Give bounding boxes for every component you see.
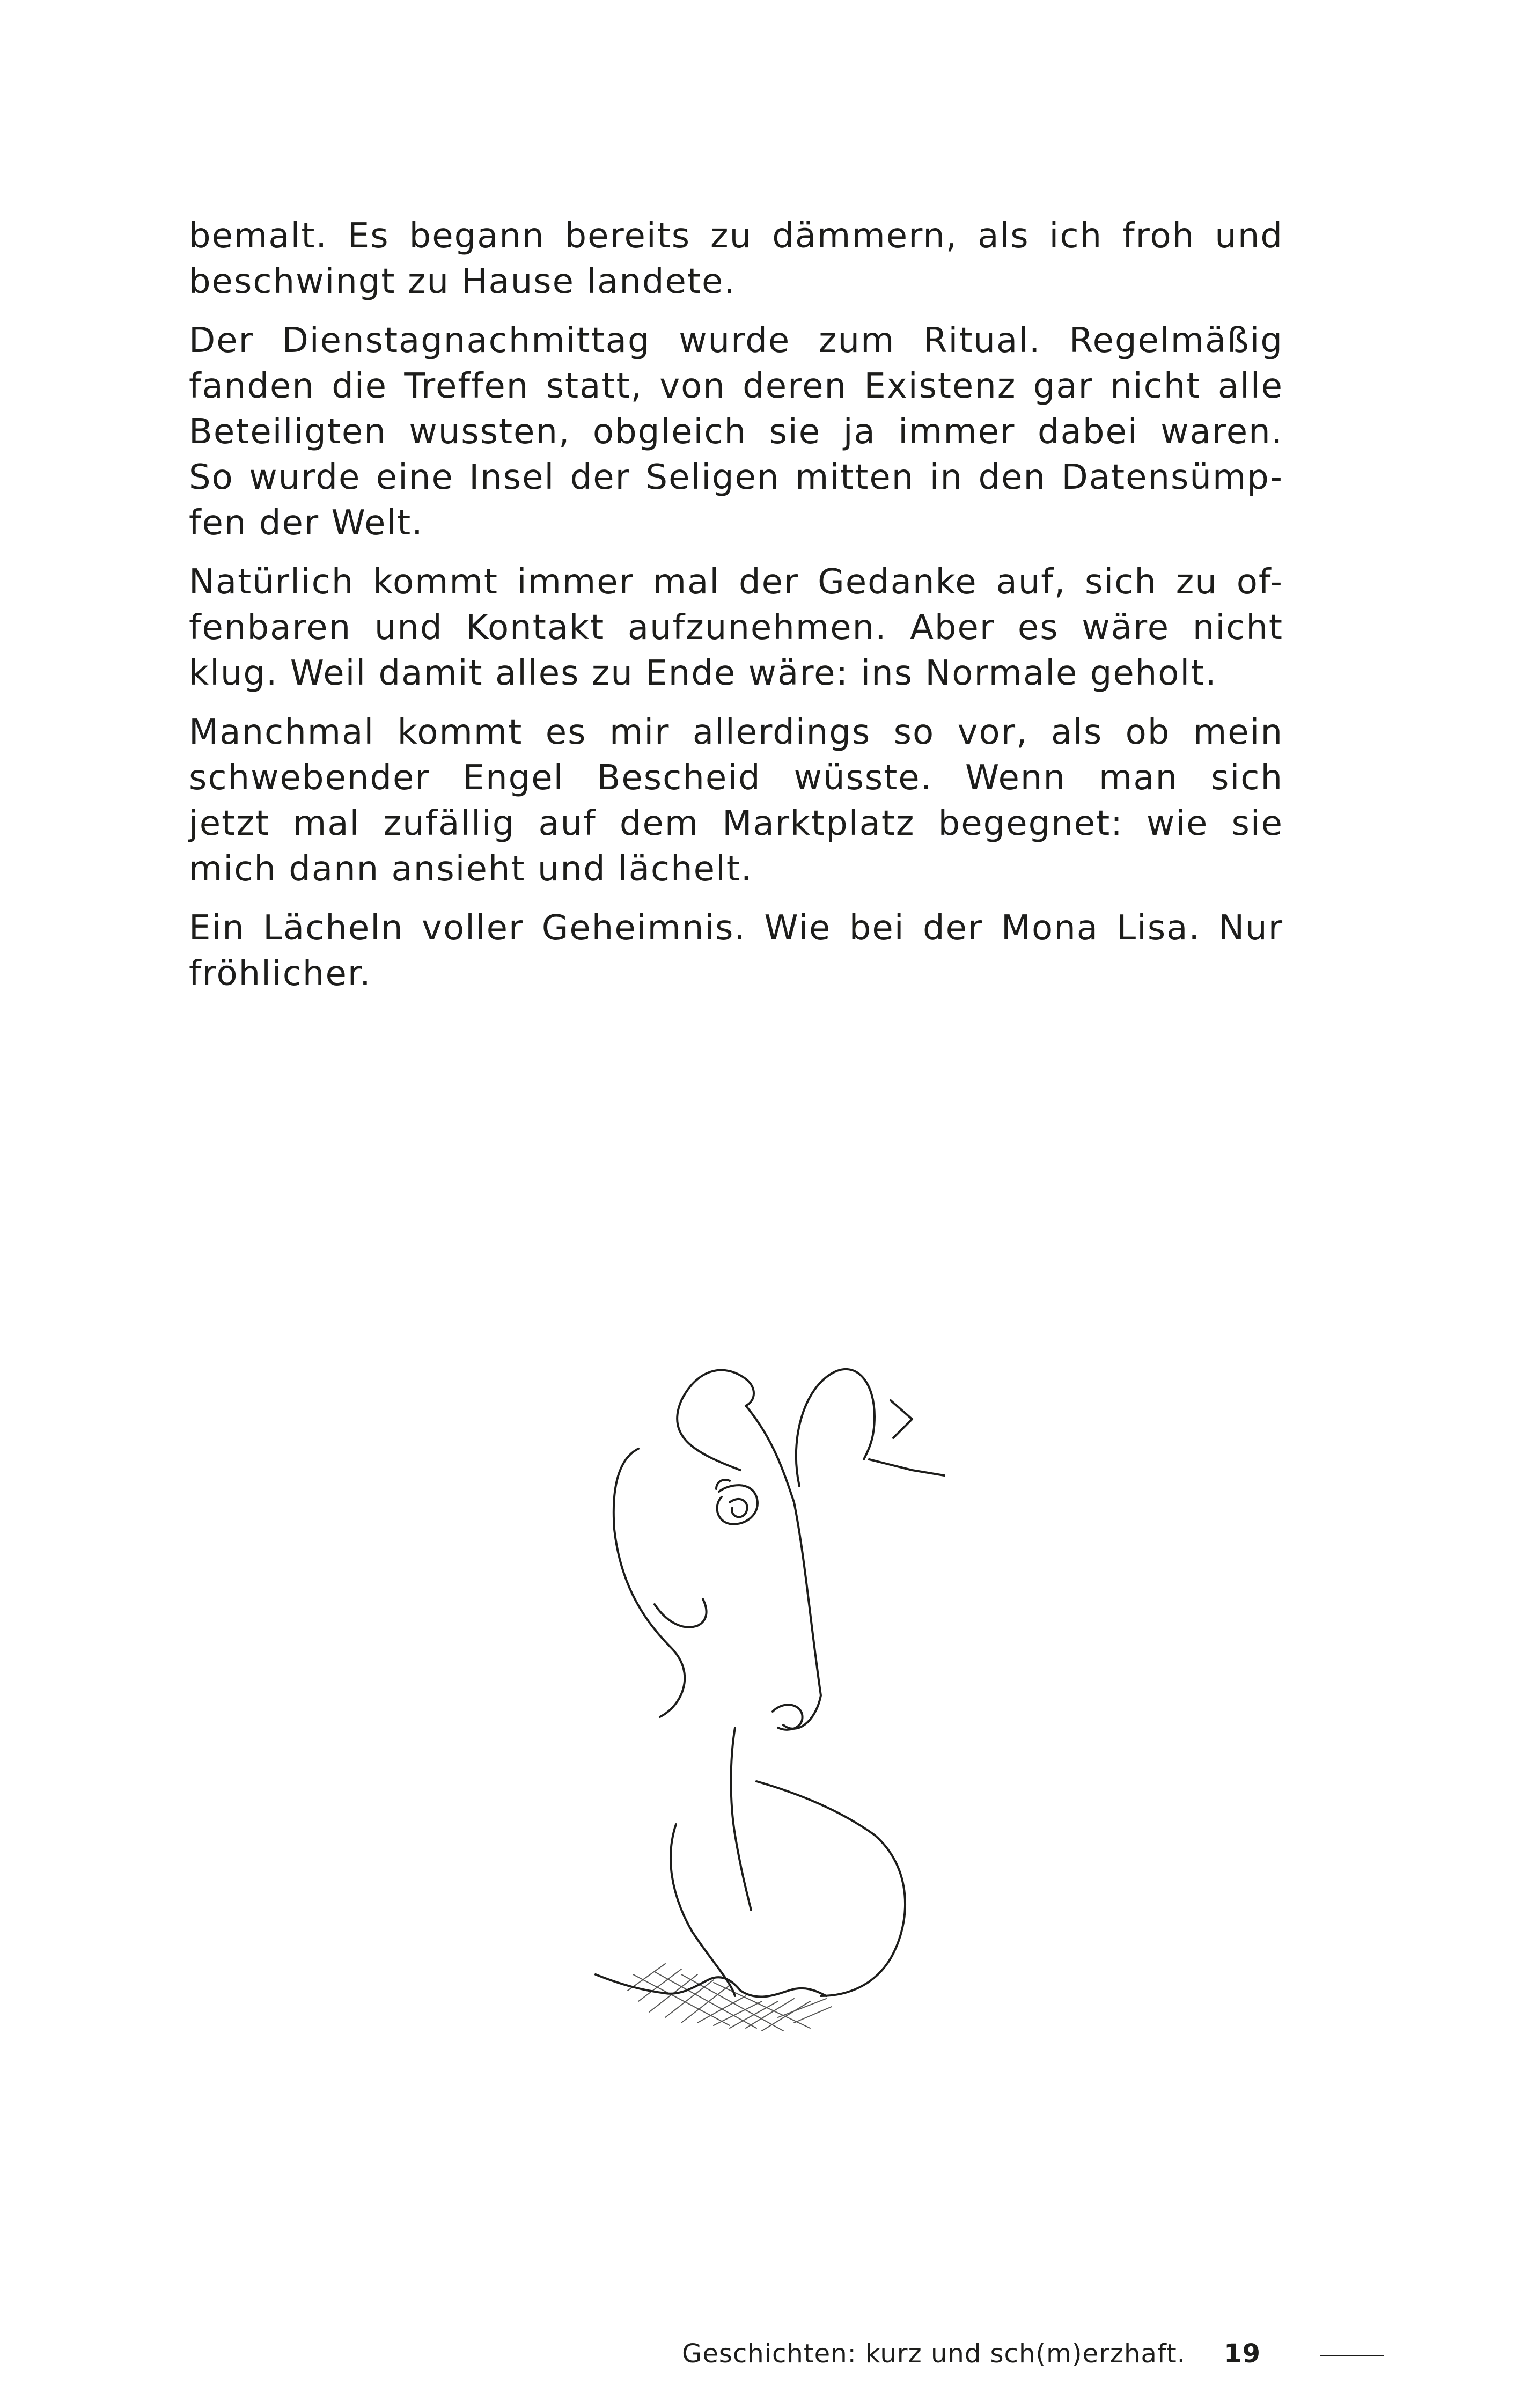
text-line: fanden die Treffen statt, von deren Existenz gar nicht alle (189, 366, 1283, 406)
paragraph-5 (189, 906, 1283, 997)
footer-rule (1320, 2355, 1384, 2356)
text-line: klug. Weil damit alles zu Ende wäre: ins Normale geholt. (189, 654, 1217, 693)
text-line: Natürlich kommt immer mal der Gedanke auf, sich zu of- (189, 562, 1283, 602)
text-line: fröhlicher. (189, 954, 372, 994)
text-line: fen der Welt. (189, 503, 424, 543)
body-text (189, 214, 1283, 1010)
text-line: bemalt. Es begann bereits zu dämmern, als ich froh und (189, 216, 1283, 256)
text-line: So wurde eine Insel der Seligen mitten in den Datensümp- (189, 458, 1283, 497)
text-line: mich dann ansieht und lächelt. (189, 849, 753, 889)
text-line: Beteiligten wussten, obgleich sie ja immer dabei waren. (189, 412, 1283, 452)
text-line: Ein Lächeln voller Geheimnis. Wie bei der Mona Lisa. Nur (189, 908, 1283, 948)
paragraph-1 (189, 214, 1283, 305)
page-number: 19 (1224, 2339, 1261, 2369)
running-title: Geschichten: kurz und sch(m)erzhaft. (682, 2339, 1186, 2369)
paragraph-4 (189, 710, 1283, 892)
line-drawing-figure-icon (504, 1277, 976, 2050)
text-line: Manchmal kommt es mir allerdings so vor, als ob mein (189, 713, 1283, 752)
paragraph-2 (189, 318, 1283, 546)
text-line: beschwingt zu Hause landete. (189, 262, 736, 302)
page-footer (682, 2335, 1384, 2373)
paragraph-3 (189, 560, 1283, 696)
text-line: schwebender Engel Bescheid wüsste. Wenn man sich (189, 758, 1283, 798)
text-line: Der Dienstagnachmittag wurde zum Ritual. Regelmäßig (189, 321, 1283, 361)
text-line: fenbaren und Kontakt aufzunehmen. Aber es wäre nicht (189, 608, 1283, 648)
text-line: jetzt mal zufällig auf dem Marktplatz begegnet: wie sie (189, 804, 1283, 843)
